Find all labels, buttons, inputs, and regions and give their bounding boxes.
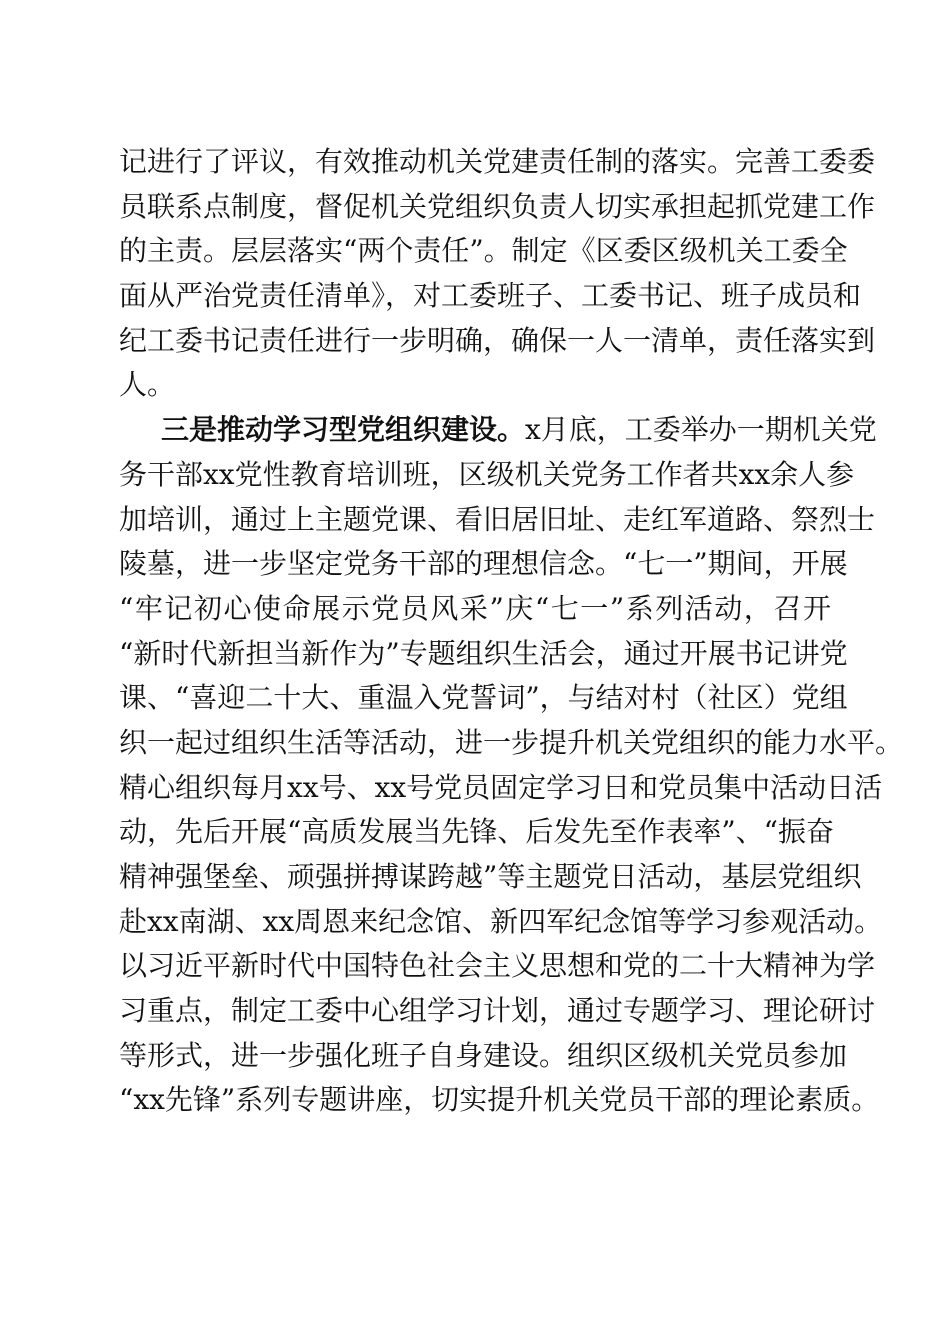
text-line-first [119,408,877,453]
text-line: 织一起过组织生活等活动，进一步提升机关党组织的能力水平。 [119,725,904,759]
paragraph-2 [119,408,904,1123]
text-line: 等形式，进一步强化班子自身建设。组织区级机关党员参加 [119,1038,848,1072]
text-line: “xx先锋”系列专题讲座，切实提升机关党员干部的理论素质。 [119,1083,880,1117]
text-line: 人。 [119,368,176,402]
text-line: 陵墓，进一步坚定党务干部的理想信念。“七一”期间，开展 [119,547,848,581]
text-line: 精神强堡垒、顽强拼搏谋跨越”等主题党日活动，基层党组织 [119,860,862,893]
text-line: 面从严治党责任清单》，对工委班子、工委书记、班子成员和 [119,279,862,313]
text-line: 精心组织每月xx号、xx号党员固定学习日和党员集中活动日活 [119,770,883,804]
text-line: “牢记初心使命展示党员风采”庆“七一”系列活动，召开 [119,591,831,625]
text-line: 习重点，制定工委中心组学习计划，通过专题学习、理论研讨 [119,994,876,1028]
text-line: 动，先后开展“高质发展当先锋、后发先至作表率”、“振奋 [119,815,834,849]
text-line: 赴xx南湖、xx周恩来纪念馆、新四军纪念馆等学习参观活动。 [119,904,883,938]
text-line: 课、“喜迎二十大、重温入党誓词”，与结对村（社区）党组 [119,681,848,715]
text-line: 记进行了评议，有效推动机关党建责任制的落实。完善工委委 [119,145,876,178]
text-line: 纪工委书记责任进行一步明确，确保一人一清单，责任落实到 [119,323,876,357]
text-line: 的主责。层层落实“两个责任”。制定《区委区级机关工委全 [119,234,848,268]
paragraph-lead-heading: 三是推动学习型党组织建设。 [161,413,526,447]
text-line: 务干部xx党性教育培训班，区级机关党务工作者共xx余人参 [119,457,855,491]
text-line: 以习近平新时代中国特色社会主义思想和党的二十大精神为学 [119,949,876,983]
text-line: “新时代新担当新作为”专题组织生活会，通过开展书记讲党 [119,636,848,670]
text-line: 加培训，通过上主题党课、看旧居旧址、走红军道路、祭烈士 [119,502,876,536]
text-line: 员联系点制度，督促机关党组织负责人切实承担起抓党建工作 [119,189,876,223]
document-body [119,140,904,1123]
paragraph-1 [119,140,876,408]
first-line-text: x月底，工委举办一期机关党 [525,413,877,447]
